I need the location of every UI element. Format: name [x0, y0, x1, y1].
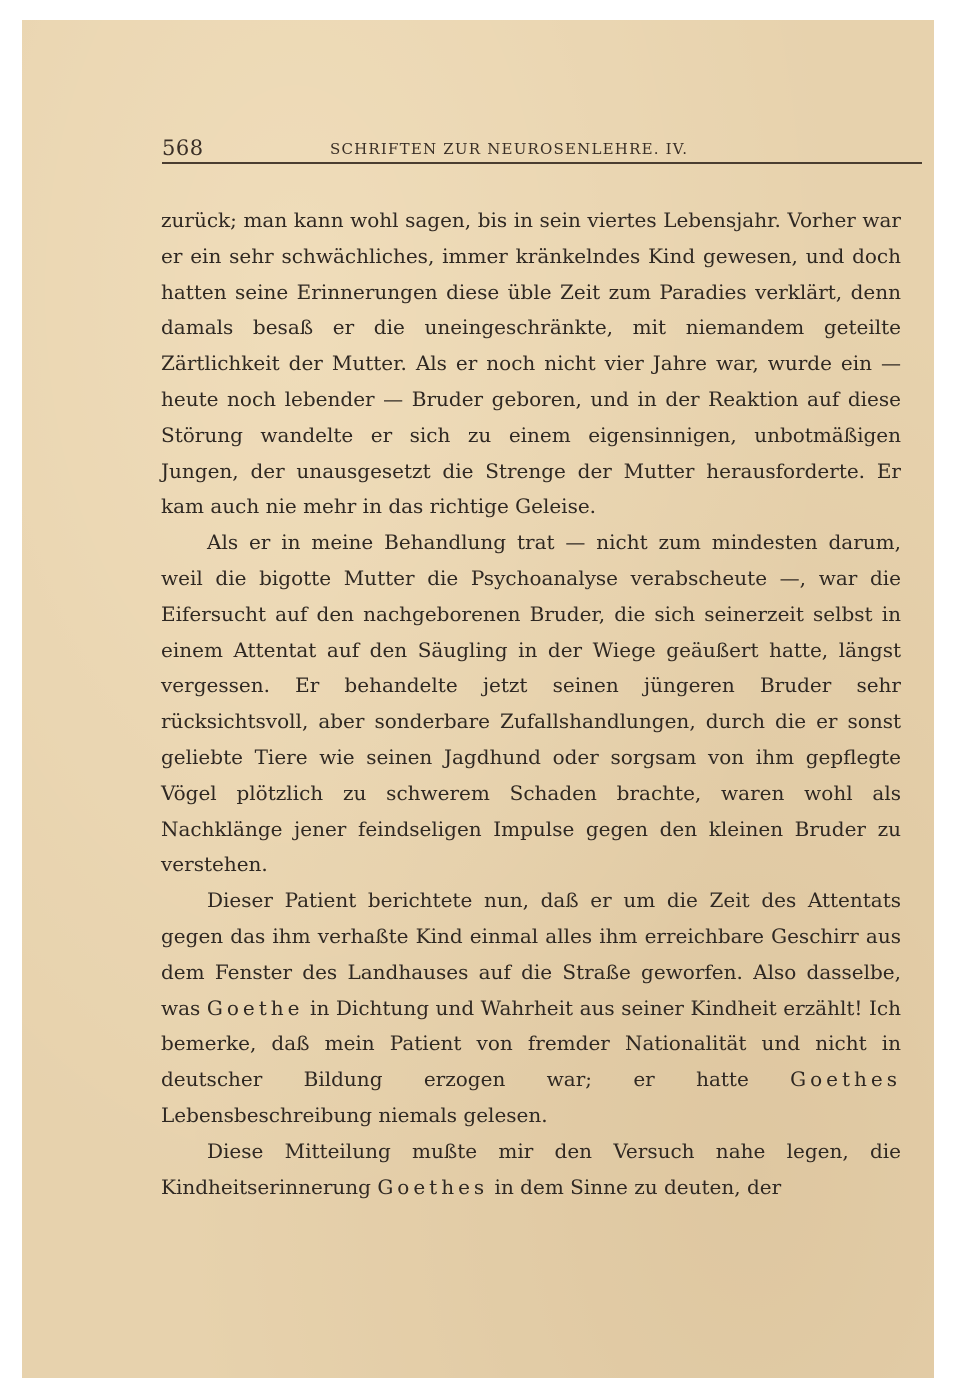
- paragraph-2: Als er in meine Behandlung trat — nicht zum mindesten darum, weil die bigotte Mutter die Psychoanalyse verabscheute —, war die Eifersucht auf den nachgeborenen Bruder, die sich seinerzeit selbst in einem Attentat auf den Säugling in der Wiege geäußert hatte, längst vergessen. Er behandelte jetzt seinen jüngeren Bruder sehr rücksichtsvoll, aber sonderbare Zufallshandlungen, durch die er sonst geliebte Tiere wie seinen Jagdhund oder sorgsam von ihm gepflegte Vögel plötzlich zu schwerem Schaden brachte, waren wohl als Nachklänge jener feindseligen Impulse gegen den kleinen Bruder zu verstehen.: [161, 530, 901, 877]
- book-page: [22, 20, 934, 1378]
- name-goethes: Goethes: [790, 1067, 902, 1092]
- paragraph-3-part-2: in Dichtung und Wahrheit aus seiner Kindheit erzählt! Ich bemerke, daß mein Patient von fremder Nationalität und nicht in deutscher Bildung erzogen war; er hatte: [161, 995, 902, 1092]
- name-goethe: Goethe: [206, 995, 304, 1020]
- paragraph-4-part-1: Diese Mitteilung mußte mir den Versuch nahe legen, die Kindheitserinnerung: [161, 1138, 901, 1199]
- paragraph-4: [161, 1134, 901, 1206]
- running-title: SCHRIFTEN ZUR NEUROSENLEHRE. IV.: [330, 140, 689, 158]
- name-goethes: Goethes: [377, 1174, 489, 1199]
- paragraph-1: zurück; man kann wohl sagen, bis in sein viertes Lebensjahr. Vorher war er ein sehr schwächliches, immer kränkelndes Kind gewesen, und doch hatten seine Erinnerungen diese üble Zeit zum Paradies verklärt, denn damals besaß er die uneingeschränkte, mit niemandem geteilte Zärtlichkeit der Mutter. Als er noch nicht vier Jahre war, wurde ein — heute noch lebender — Bruder geboren, und in der Reaktion auf diese Störung wandelte er sich zu einem eigensinnigen, unbotmäßigen Jungen, der unausgesetzt die Strenge der Mutter herausforderte. Er kam auch nie mehr in das richtige Geleise.: [161, 208, 901, 519]
- page-number: 568: [162, 136, 204, 160]
- page-header: [162, 132, 922, 164]
- paragraph-3-part-3: Lebensbeschreibung niemals gelesen.: [161, 1102, 548, 1127]
- paragraph-4-part-2: in dem Sinne zu deuten, der: [494, 1174, 782, 1199]
- paragraph-3-part-1: Dieser Patient berichtete nun, daß er um die Zeit des Attentats gegen das ihm verhaßte Kind einmal alles ihm erreichbare Geschirr aus dem Fenster des Landhauses auf die Straße geworfen. Also dasselbe, was: [161, 888, 901, 1020]
- body-text: [161, 203, 901, 1205]
- paragraph-3: [161, 883, 901, 1134]
